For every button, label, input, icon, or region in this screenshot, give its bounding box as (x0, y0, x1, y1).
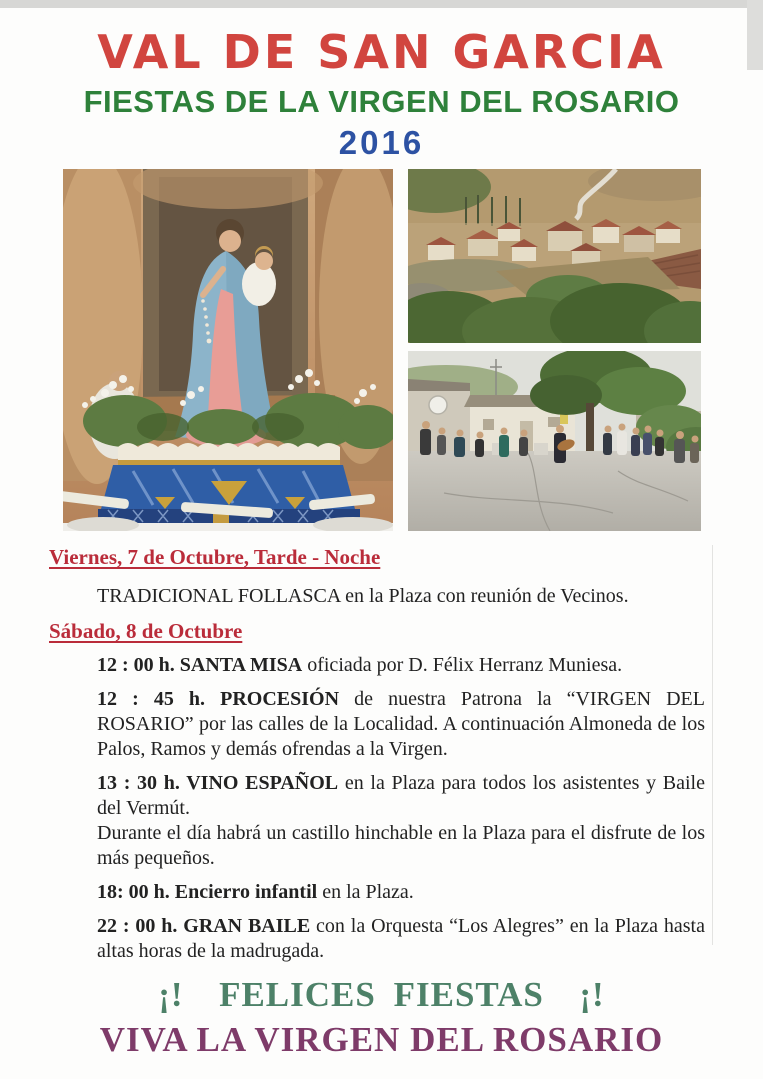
closing-lines (0, 974, 763, 1061)
event-detail: con la Orquesta “Los Alegres” en la Plaza hasta altas horas de la madrugada. (97, 915, 705, 963)
photo-column-right (408, 169, 701, 531)
event-detail: en la Plaza para todos los asistentes y Baile del Vermút. (97, 772, 705, 820)
photo-collage (63, 169, 701, 531)
event-detail: de nuestra Patrona la “VIRGEN DEL ROSARIO” por las calles de la Localidad. A continuación Almoneda de los Palos, Ramos y demás ofrendas a la Virgen. (97, 688, 705, 761)
felices-fiestas-line: ¡! FELICES FIESTAS ¡! (158, 975, 605, 1015)
viva-virgen-line: VIVA LA VIRGEN DEL ROSARIO (99, 1020, 664, 1060)
event-time-title: 12 : 00 h. SANTA MISA (97, 654, 303, 677)
saturday-heading: Sábado, 8 de Octubre (49, 619, 243, 644)
event-santa-misa (97, 653, 705, 678)
plaza-gathering-photo (408, 351, 701, 531)
event-time-title: 18: 00 h. Encierro infantil (97, 881, 318, 904)
village-panorama-photo (408, 169, 701, 343)
event-vino-espanol (97, 771, 705, 871)
virgin-statue-photo (63, 169, 393, 531)
event-time-title: 22 : 00 h. GRAN BAILE (97, 915, 311, 938)
year-label: 2016 (338, 123, 425, 161)
event-encierro-infantil (97, 880, 705, 905)
event-detail: en la Plaza. (317, 881, 414, 904)
scan-edge-top (0, 0, 763, 8)
event-time-title: 13 : 30 h. VINO ESPAÑOL (97, 772, 339, 795)
page-title: VAL DE SAN GARCIA (97, 25, 666, 79)
event-note: Durante el día habrá un castillo hinchable en la Plaza para el disfrute de los más pequeños. (97, 822, 705, 870)
page-subtitle: FIESTAS DE LA VIRGEN DEL ROSARIO (83, 83, 680, 119)
poster-header (0, 0, 763, 161)
friday-event: TRADICIONAL FOLLASCA en la Plaza con reunión de Vecinos. (97, 585, 629, 608)
program-content (49, 545, 705, 964)
friday-heading: Viernes, 7 de Octubre, Tarde - Noche (49, 545, 381, 570)
event-procesion (97, 687, 705, 762)
event-time-title: 12 : 45 h. PROCESIÓN (97, 688, 340, 711)
scan-edge-corner (747, 0, 763, 70)
scan-artifact-line (712, 545, 713, 945)
event-gran-baile (97, 914, 705, 964)
event-detail: oficiada por D. Félix Herranz Muniesa. (302, 654, 623, 677)
